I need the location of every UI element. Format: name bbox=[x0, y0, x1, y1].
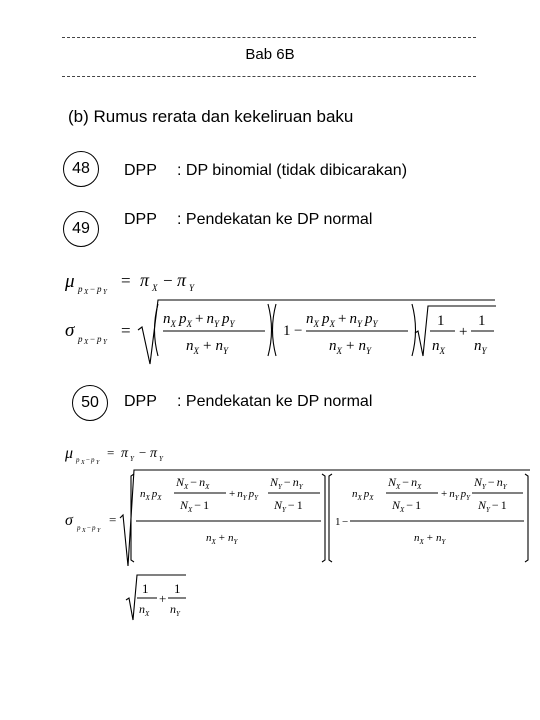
paren-right bbox=[412, 304, 416, 356]
svg-text:Y: Y bbox=[103, 288, 107, 296]
paren-right bbox=[525, 474, 528, 562]
svg-text:1: 1 bbox=[142, 581, 149, 596]
svg-text:X: X bbox=[82, 528, 86, 534]
item-number-badge: 48 bbox=[63, 151, 99, 187]
svg-text:1: 1 bbox=[335, 516, 341, 528]
svg-text:Y: Y bbox=[103, 338, 107, 346]
svg-text:nY: $n_Y$ bbox=[170, 602, 180, 618]
paren-right bbox=[322, 474, 325, 562]
svg-text:Y: Y bbox=[130, 455, 134, 463]
svg-text:p: p bbox=[76, 456, 80, 464]
svg-text:nXpX: $n_X$ $p_X$ bbox=[140, 488, 162, 502]
svg-text:nX: $n_X$ bbox=[432, 338, 445, 356]
pi-symbol: π bbox=[150, 446, 158, 461]
sigma-symbol: σ bbox=[65, 320, 75, 341]
svg-text:NX−nX: $N_X - n_X$ bbox=[176, 475, 210, 491]
svg-text:p: p bbox=[78, 334, 83, 344]
svg-text:nX+nY: $n_X + n_Y$ bbox=[186, 338, 228, 356]
formula-block-49 bbox=[0, 255, 540, 370]
section-title: (b) Rumus rerata dan kekeliruan baku bbox=[68, 107, 354, 126]
svg-text:Y: Y bbox=[96, 460, 100, 466]
svg-text:NX−nX: $N_X - n_X$ bbox=[388, 475, 422, 491]
pi-symbol: π bbox=[177, 270, 187, 290]
svg-text:nX+nY: $n_X + n_Y$ bbox=[414, 532, 446, 546]
svg-text:−: − bbox=[294, 323, 303, 339]
pi-symbol: π bbox=[121, 446, 129, 461]
svg-text:Y: Y bbox=[159, 455, 163, 463]
svg-text:NY−1: $N_Y - 1$ bbox=[274, 498, 303, 514]
svg-text:Y: Y bbox=[97, 528, 101, 534]
svg-text:−: − bbox=[139, 445, 147, 460]
svg-text:Y: Y bbox=[189, 283, 195, 293]
svg-text:1: 1 bbox=[283, 323, 291, 339]
equals-sign: = bbox=[121, 321, 131, 340]
subscript-p: p bbox=[78, 284, 83, 294]
svg-text:nY: $n_Y$ bbox=[474, 338, 487, 356]
svg-text:X: X bbox=[84, 338, 89, 346]
svg-text:1: 1 bbox=[174, 581, 181, 596]
svg-text:p: p bbox=[97, 284, 102, 294]
svg-text:−: − bbox=[342, 516, 349, 528]
svg-text:+nYpY: + $n_Y$ $p_Y$ bbox=[229, 488, 259, 502]
svg-text:p: p bbox=[91, 456, 95, 464]
item-description: : DP binomial (tidak dibicarakan) bbox=[177, 162, 408, 179]
paren-left bbox=[273, 304, 277, 356]
item-number-badge: 49 bbox=[63, 211, 99, 247]
mu-symbol: μ bbox=[65, 445, 74, 462]
svg-text:−: − bbox=[163, 271, 173, 290]
svg-text:+: + bbox=[459, 324, 468, 340]
paren-right bbox=[268, 304, 272, 356]
chapter-title: Bab 6B bbox=[245, 46, 295, 63]
svg-text:nX: $n_X$ bbox=[139, 602, 150, 618]
item-label: DPP bbox=[124, 211, 157, 228]
item-description: : Pendekatan ke DP normal bbox=[177, 393, 373, 410]
header-rule-bottom bbox=[62, 76, 476, 77]
equals-sign: = bbox=[107, 445, 115, 460]
pi-symbol: π bbox=[140, 270, 150, 290]
svg-text:+: + bbox=[159, 591, 167, 606]
item-description: : Pendekatan ke DP normal bbox=[177, 211, 373, 228]
svg-text:nXpX: $n_X$ $p_X$ bbox=[352, 488, 374, 502]
svg-text:p: p bbox=[97, 334, 102, 344]
equals-sign: = bbox=[109, 512, 117, 527]
svg-text:+nYpY: + $n_Y$ $p_Y$ bbox=[441, 488, 471, 502]
svg-text:NY−1: $N_Y - 1$ bbox=[478, 498, 507, 514]
svg-text:NX−1: $N_X - 1$ bbox=[180, 498, 210, 514]
svg-text:nX+nY: $n_X + n_Y$ bbox=[206, 532, 238, 546]
equals-sign: = bbox=[121, 271, 131, 290]
svg-text:nXpX+nYpY: $n_X$ $p_X + n_Y$ $p_Y$ bbox=[163, 311, 235, 329]
item-label: DPP bbox=[124, 162, 157, 179]
item-number-badge: 50 bbox=[72, 385, 108, 421]
svg-text:NX−1: $N_X - 1$ bbox=[392, 498, 422, 514]
sigma-symbol: σ bbox=[65, 512, 73, 529]
formula-block-50 bbox=[0, 435, 540, 625]
svg-text:p: p bbox=[77, 524, 81, 532]
svg-text:−: − bbox=[90, 284, 96, 294]
paren-left bbox=[329, 474, 332, 562]
item-label: DPP bbox=[124, 393, 157, 410]
svg-text:1: 1 bbox=[478, 313, 486, 329]
svg-text:p: p bbox=[92, 524, 96, 532]
svg-text:1: 1 bbox=[437, 313, 445, 329]
svg-text:−: − bbox=[87, 524, 91, 532]
svg-text:NY−nY: $N_Y - n_Y$ bbox=[474, 475, 507, 491]
mu-symbol: μ bbox=[65, 271, 75, 292]
svg-text:nXpX+nYpY: $n_X$ $p_X + n_Y$ $p_Y$ bbox=[306, 311, 378, 329]
header-rule-top bbox=[62, 37, 476, 38]
svg-text:−: − bbox=[86, 456, 90, 464]
svg-text:nX+nY: $n_X + n_Y$ bbox=[329, 338, 371, 356]
svg-text:X: X bbox=[81, 460, 85, 466]
paren-left bbox=[155, 304, 159, 356]
svg-text:X: X bbox=[152, 283, 158, 293]
svg-text:−: − bbox=[90, 334, 96, 344]
svg-text:X: X bbox=[84, 288, 89, 296]
svg-text:NY−nY: $N_Y - n_Y$ bbox=[270, 475, 303, 491]
